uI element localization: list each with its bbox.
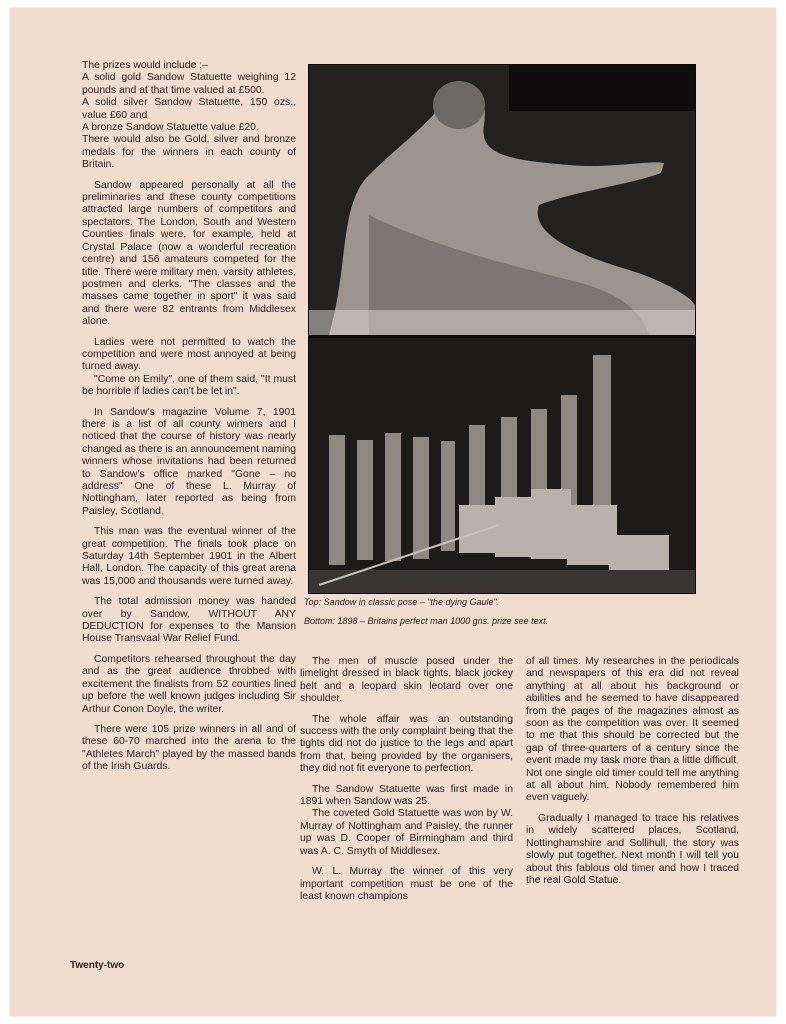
paragraph: In Sandow's magazine Volume 7, 1901 there is a list of all county winners and I noticed that the course of history was nearly changed as there is an announcement naming winners whose invitations had been returned to Sandow's office marked "Gone – no address" One of these L. Murray of Nottingham, later reported as being from Paisley, Scotland. [82,406,296,517]
paragraph: There were 105 prize winners in all and of these 60-70 marched into the arena to the "Athletes March" played by the massed bands of the Irish Guards. [82,723,296,773]
text-column-1 [82,60,296,782]
paragraph: The men of muscle posed under the limelight dressed in black tights, black jockey belt and a leopard skin leotard over one shoulder. [300,656,513,705]
page-number: Twenty-two [70,960,125,971]
prizes-list [82,60,296,172]
photo-illustration [309,65,695,593]
text-column-3 [526,656,739,895]
paragraph: Competitors rehearsed throughout the day and as the great audience throbbed with excitement the finalists from 52 counties lined up before the well known judges including Sir Arthur Conon Doyle, the writer. [82,653,296,715]
caption-top: Top: Sandow in classic pose – "the dying Gaule". [304,597,500,607]
paragraph: W. L. Murray the winner of this very important competition must be one of the least known champions [300,866,513,902]
caption-bottom: Bottom: 1898 – Britains perfect man 1000 gns. prize see text. [304,616,549,626]
prize-gold: A solid gold Sandow Statuette weighing 12 pounds and at that time valued at £500. [82,72,296,96]
paragraph: Sandow appeared personally at all the preliminaries and these county competitions attracted large numbers of competitors and spectators. The London, South and Western Counties finals were, for example, held at Crystal Palace (now a wonderful recreation centre) and 156 amateurs competed for the title. There were military men, varsity athletes, postmen and clerks. "The classes and the masses came together in sport" it was said and there were 82 entrants from Middlesex alone. [82,179,296,328]
paragraph: The coveted Gold Statuette was won by W. Murray of Nottingham and Paisley, the runner up was D. Cooper of Birmingham and third was A. C. Smyth of Middlesex. [300,808,513,857]
paragraph: of all times. My researches in the periodicals and newspapers of this era did not reveal anything at all about his background or abilities and he seemed to have disappeared from the pages of the magazines almost as soon as the competition was over. It seemed to me that this should be corrected but the gap of three-quarters of a century since the event made my task more than a little difficult. Not one single old timer could tell me anything at all about him. Nobody remembered him even vaguely. [526,656,739,804]
prize-medals: There would also be Gold, silver and bronze medals for the winners in each county of Britain. [82,134,296,171]
prize-bronze: A bronze Sandow Statuette value £20. [82,122,259,134]
paragraph: The Sandow Statuette was first made in 1891 when Sandow was 25. [300,783,513,808]
prize-silver: A solid silver Sandow Statuette, 150 ozs., value £60 and [82,97,296,121]
paragraph: The whole affair was an outstanding success with the only complaint being that the tights did not do justice to the legs and apart from that, being provided by the organisers, they did not fit everyone to perfection. [300,713,513,775]
paragraph: Gradually I managed to trace his relatives in widely scattered places, Scotland, Nottinghamshire and Sollihull, the story was slowly put together. Next month I will tell you about this fablous old timer and how I traced the real Gold Statue. [526,812,739,886]
paragraph: "Come on Emily", one of them said, "It must be horrible if ladies can't be let in". [82,373,296,398]
magazine-page [10,8,776,1016]
paragraph: Ladies were not permitted to watch the competition and were most annoyed at being turned away. [82,336,296,373]
prizes-intro: The prizes would include :– [82,60,208,71]
paragraph: This man was the eventual winner of the great competition. The finals took place on Saturday 14th September 1901 in the Albert Hall, London. The capacity of this great arena was 15,000 and thousands were turned away. [82,526,296,587]
photograph [308,64,696,594]
text-column-2 [300,656,513,911]
paragraph: The total admission money was handed over by Sandow, WITHOUT ANY DEDUCTION for expenses to the Mansion House Transvaal War Relief Fund. [82,596,296,645]
